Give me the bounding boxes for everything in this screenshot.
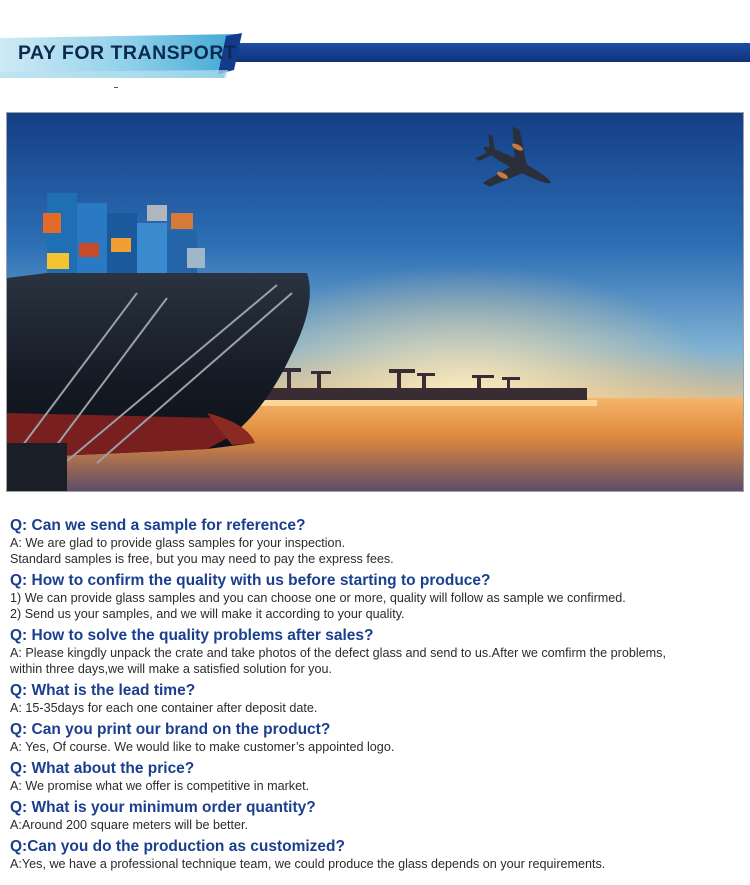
faq-answer-line: A: Yes, Of course. We would like to make customer’s appointed logo. [10, 740, 395, 754]
faq-question: Q:Can you do the production as customized? [10, 838, 345, 855]
faq-item [10, 720, 746, 755]
faq-answer-line: 2) Send us your samples, and we will make it according to your quality. [10, 607, 405, 621]
section-banner [0, 0, 750, 90]
faq-item [10, 571, 746, 622]
faq-answer-line: A:Yes, we have a professional technique team, we could produce the glass depends on your requirements. [10, 857, 606, 871]
faq-question: Q: What is the lead time? [10, 682, 196, 699]
faq-answer-line: A: Please kingdly unpack the crate and take photos of the defect glass and send to us.After we comfirm the problems, [10, 646, 666, 660]
page-title: PAY FOR TRANSPORT [18, 42, 237, 64]
faq-answer-line: A: We are glad to provide glass samples for your inspection. [10, 536, 346, 550]
faq-question: Q: Can we send a sample for reference? [10, 517, 306, 534]
faq-question: Q: How to solve the quality problems after sales? [10, 627, 374, 644]
faq-item [10, 798, 746, 833]
faq-answer-line: 1) We can provide glass samples and you can choose one or more, quality will follow as sample we confirmed. [10, 591, 626, 605]
faq-item [10, 626, 746, 677]
faq-answer-line: Standard samples is free, but you may need to pay the express fees. [10, 552, 394, 566]
faq-question: Q: What is your minimum order quantity? [10, 799, 316, 816]
faq-item [10, 759, 746, 794]
decorative-dash [114, 87, 118, 88]
faq-answer-line: A:Around 200 square meters will be better. [10, 818, 249, 832]
hero-image [6, 112, 744, 492]
faq-question: Q: Can you print our brand on the product? [10, 721, 331, 738]
faq-question: Q: How to confirm the quality with us before starting to produce? [10, 572, 491, 589]
faq-question: Q: What about the price? [10, 760, 195, 777]
faq-answer-line: A: We promise what we offer is competitive in market. [10, 779, 310, 793]
faq-item [10, 837, 746, 872]
faq-item [10, 681, 746, 716]
faq-answer-line: A: 15-35days for each one container after deposit date. [10, 701, 318, 715]
faq-item [10, 516, 746, 567]
faq-section [10, 516, 746, 876]
faq-answer-line: within three days,we will make a satisfied solution for you. [10, 662, 332, 676]
